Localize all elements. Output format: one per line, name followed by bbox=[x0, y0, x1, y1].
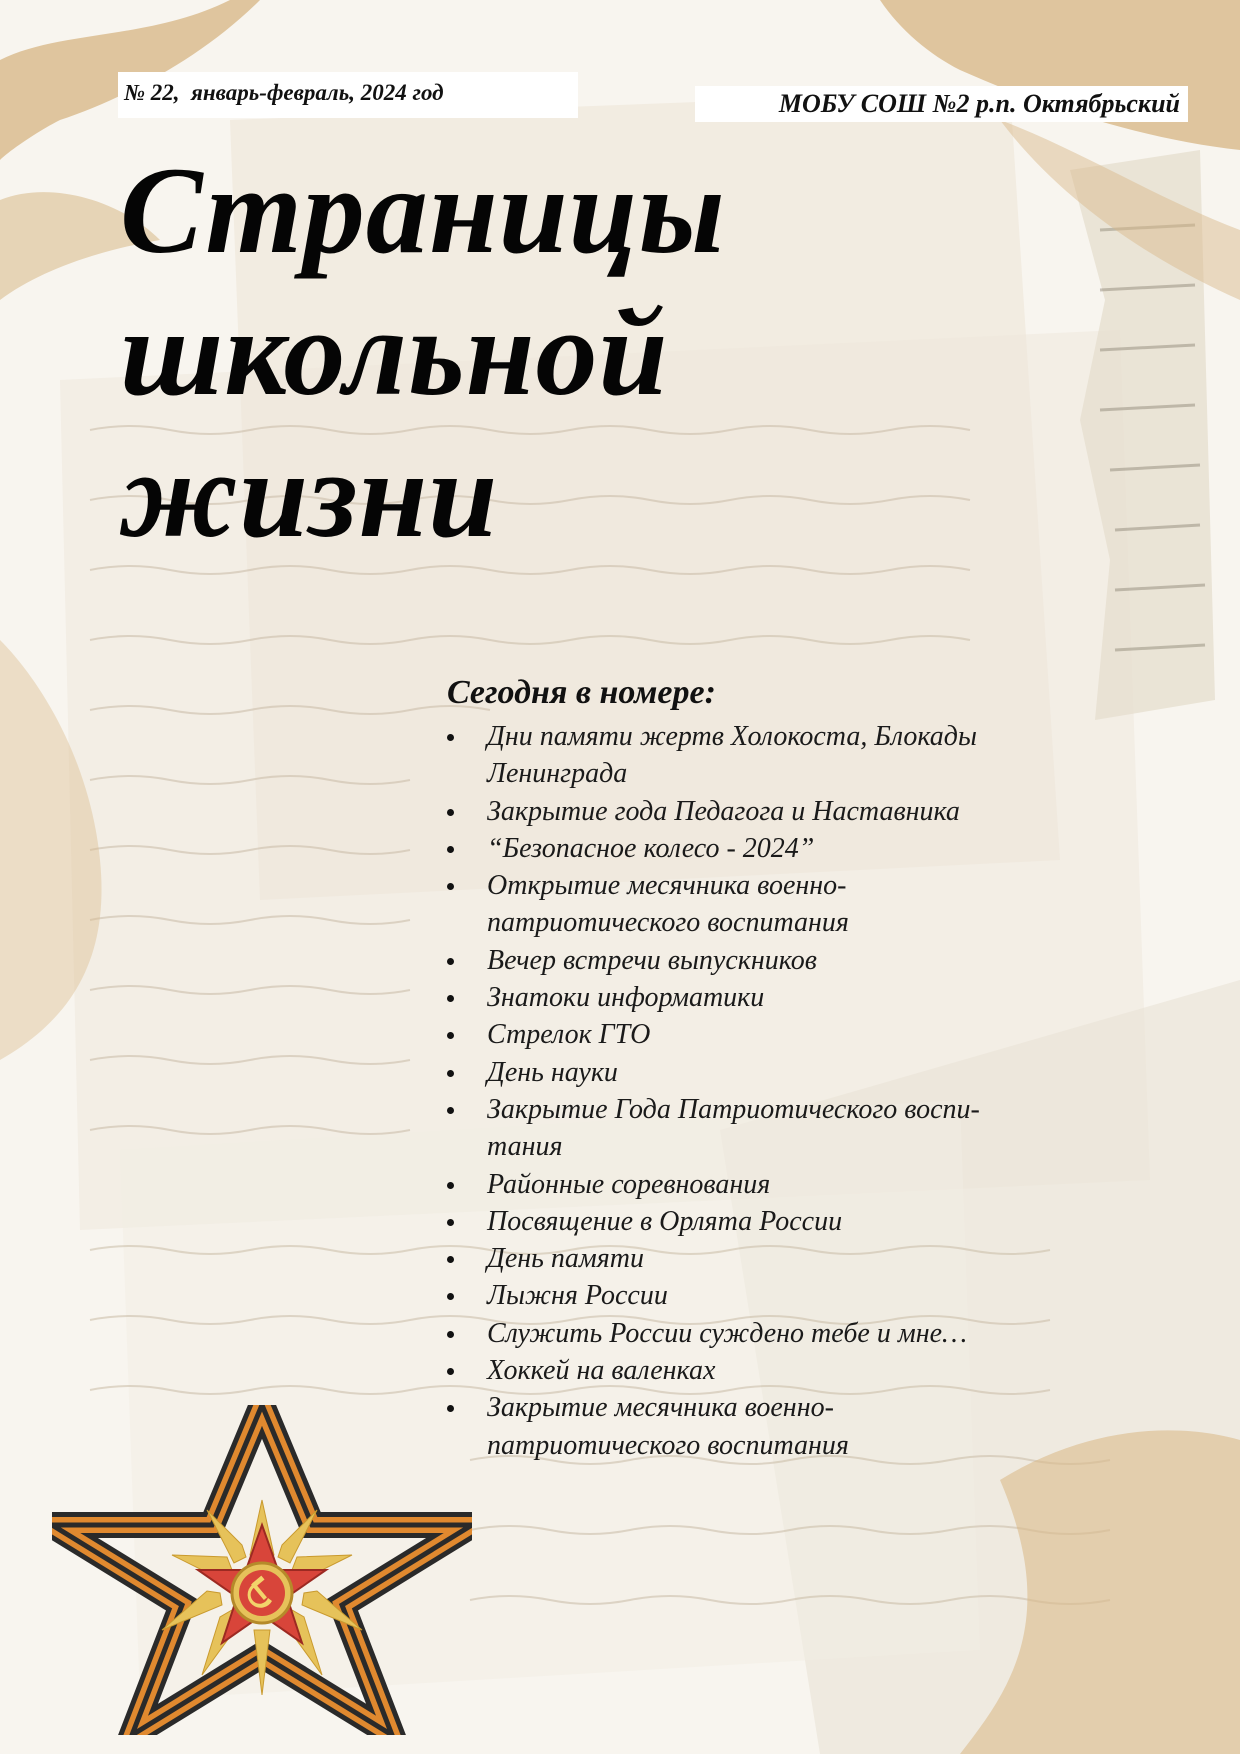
bullet-icon bbox=[447, 1293, 454, 1300]
list-item bbox=[447, 1240, 1047, 1277]
list-item-text: Посвящение в Орлята России bbox=[487, 1205, 843, 1237]
bullet-icon bbox=[447, 1032, 454, 1039]
list-item bbox=[447, 1315, 1047, 1352]
bullet-icon bbox=[447, 1070, 454, 1077]
list-item bbox=[447, 1054, 1047, 1091]
list-item bbox=[447, 867, 1047, 942]
bullet-icon bbox=[447, 846, 454, 853]
list-item bbox=[447, 1389, 1047, 1464]
list-item-text: Стрелок ГТО bbox=[487, 1019, 651, 1051]
list-item bbox=[447, 793, 1047, 830]
list-item bbox=[447, 1091, 1047, 1166]
title-line-2: школьной bbox=[120, 284, 669, 421]
school-name-box bbox=[695, 86, 1188, 122]
bullet-icon bbox=[447, 1256, 454, 1263]
issue-info-box bbox=[118, 72, 578, 118]
list-item-text: Хоккей на валенках bbox=[487, 1355, 716, 1387]
school-name: МОБУ СОШ №2 р.п. Октябрьский bbox=[778, 89, 1180, 118]
list-item-text: Знатоки информатики bbox=[487, 982, 765, 1014]
bullet-icon bbox=[447, 1107, 454, 1114]
list-item bbox=[447, 1352, 1047, 1389]
list-item bbox=[447, 1277, 1047, 1314]
contents-list bbox=[447, 718, 1047, 1464]
list-item bbox=[447, 1016, 1047, 1053]
list-item bbox=[447, 1203, 1047, 1240]
bullet-icon bbox=[447, 1182, 454, 1189]
title-line-1: Страницы bbox=[120, 142, 726, 279]
title-line-3: жизни bbox=[120, 426, 499, 563]
list-item bbox=[447, 830, 1047, 867]
list-item-text: Закрытие года Педагога и Наставника bbox=[487, 795, 960, 827]
list-item-text: Открытие месячника военно-патриотического воспитания bbox=[487, 870, 849, 939]
list-item-text: “Безопасное колесо - 2024” bbox=[487, 832, 815, 864]
list-item-text: Дни памяти жертв Холокоста, Блокады Ленинграда bbox=[487, 721, 977, 790]
bullet-icon bbox=[447, 1219, 454, 1226]
contents-heading: Сегодня в номере: bbox=[447, 674, 716, 711]
list-item-text: Лыжня России bbox=[487, 1280, 668, 1312]
bullet-icon bbox=[447, 958, 454, 965]
list-item-text: Закрытие Года Патриотического воспи-тания bbox=[487, 1093, 980, 1163]
bullet-icon bbox=[447, 995, 454, 1002]
list-item-text: Вечер встречи выпускников bbox=[487, 944, 817, 976]
list-item-text: Районные соревнования bbox=[487, 1168, 771, 1200]
list-item-text: День науки bbox=[487, 1056, 618, 1088]
newspaper-title bbox=[120, 140, 726, 566]
bullet-icon bbox=[447, 883, 454, 890]
issue-contents bbox=[447, 672, 1047, 1464]
bullet-icon bbox=[447, 1331, 454, 1338]
issue-info: № 22, январь-февраль, 2024 год bbox=[124, 80, 444, 105]
bullet-icon bbox=[447, 734, 454, 741]
order-star-emblem-icon bbox=[52, 1405, 472, 1735]
list-item bbox=[447, 979, 1047, 1016]
list-item-text: Служить России суждено тебе и мне… bbox=[487, 1317, 967, 1349]
bullet-icon bbox=[447, 809, 454, 816]
list-item-text: Закрытие месячника военно-патриотического воспитания bbox=[487, 1392, 849, 1461]
list-item bbox=[447, 1166, 1047, 1203]
list-item bbox=[447, 942, 1047, 979]
list-item-text: День памяти bbox=[487, 1243, 644, 1275]
list-item bbox=[447, 718, 1047, 793]
bullet-icon bbox=[447, 1368, 454, 1375]
